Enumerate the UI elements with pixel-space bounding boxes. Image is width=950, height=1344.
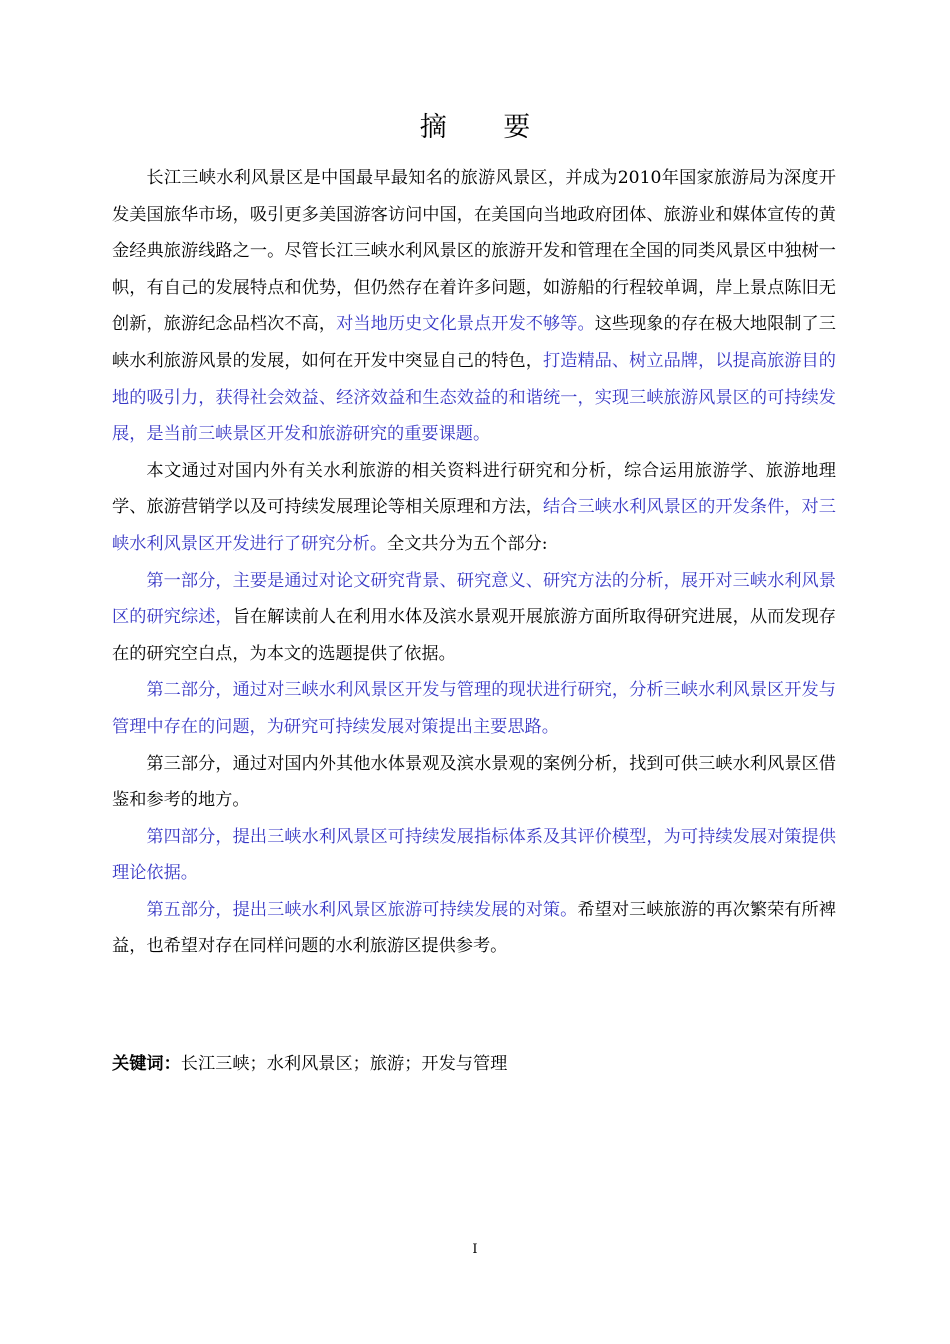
keywords-label: 关键词：	[112, 1054, 181, 1074]
keywords-line	[112, 1048, 836, 1080]
abstract-body	[112, 160, 836, 965]
paragraph-1-segment-3: 这些现象的存在极大地限制了三峡水利旅游风景的发展，如何在开发中突显自己的特色，	[112, 314, 836, 371]
paragraph-1-segment-4: 打造精品、树立品牌，以提高旅游目的地的吸引力，获得社会效益、经济效益和生态效益的和谐统一，实现三峡旅游风景区的可持续发展，是当前三峡景区开发和旅游研究的重要课题。	[112, 350, 836, 445]
paragraph-7-segment-2: 希望对三峡旅游的再次繁荣有所裨益，也希望对存在同样问题的水利旅游区提供参考。	[112, 899, 836, 957]
paragraph-2-segment-2: 结合三峡水利风景区的开发条件，对三峡水利风景区开发进行了研究分析。	[112, 497, 836, 554]
keywords-text: 长江三峡；水利风景区；旅游；开发与管理	[180, 1054, 508, 1074]
paragraph-1	[112, 160, 836, 453]
paragraph-5	[112, 746, 836, 819]
paragraph-6	[112, 819, 836, 892]
paragraph-4-segment-1: 第二部分，通过对三峡水利风景区开发与管理的现状进行研究，分析三峡水利风景区开发与管理中存在的问题，为研究可持续发展对策提出主要思路。	[112, 680, 836, 737]
paragraph-5-segment-1: 第三部分，通过对国内外其他水体景观及滨水景观的案例分析，找到可供三峡水利风景区借鉴和参考的地方。	[112, 753, 836, 811]
paragraph-2-segment-3: 全文共分为五个部分:	[387, 533, 548, 554]
paragraph-3-segment-1: 第一部分，主要是通过对论文研究背景、研究意义、研究方法的分析，展开对三峡水利风景区的研究综述，	[112, 570, 836, 628]
paragraph-2-segment-1: 本文通过对国内外有关水利旅游的相关资料进行研究和分析，综合运用旅游学、旅游地理学、旅游营销学以及可持续发展理论等相关原理和方法，	[112, 460, 836, 518]
page-number: I	[472, 1242, 478, 1257]
paragraph-7	[112, 892, 836, 965]
paragraph-3-segment-2: 旨在解读前人在利用水体及滨水景观开展旅游方面所取得研究进展，从而发现存在的研究空白点，为本文的选题提供了依据。	[112, 607, 836, 664]
paragraph-4	[112, 672, 836, 745]
paragraph-1-segment-1: 长江三峡水利风景区是中国最早最知名的旅游风景区，并成为2010年国家旅游局为深度开发美国旅华市场，吸引更多美国游客访问中国，在美国向当地政府团体、旅游业和媒体宣传的黄金经典旅游线路之一。尽管长江三峡水利风景区的旅游开发和管理在全国的同类风景区中独树一帜，有自己的发展特点和优势，但仍然存在着许多问题，如游船的行程较单调，岸上景点陈旧无创新，旅游纪念品档次不高，	[112, 168, 836, 335]
paragraph-3	[112, 563, 836, 673]
paragraph-7-segment-1: 第五部分，提出三峡水利风景区旅游可持续发展的对策。	[146, 899, 578, 920]
paragraph-6-segment-1: 第四部分，提出三峡水利风景区可持续发展指标体系及其评价模型，为可持续发展对策提供理论依据。	[112, 826, 836, 884]
paragraph-1-segment-2: 对当地历史文化景点开发不够等。	[336, 314, 595, 335]
paragraph-2	[112, 453, 836, 563]
abstract-title: 摘 要	[419, 112, 555, 143]
